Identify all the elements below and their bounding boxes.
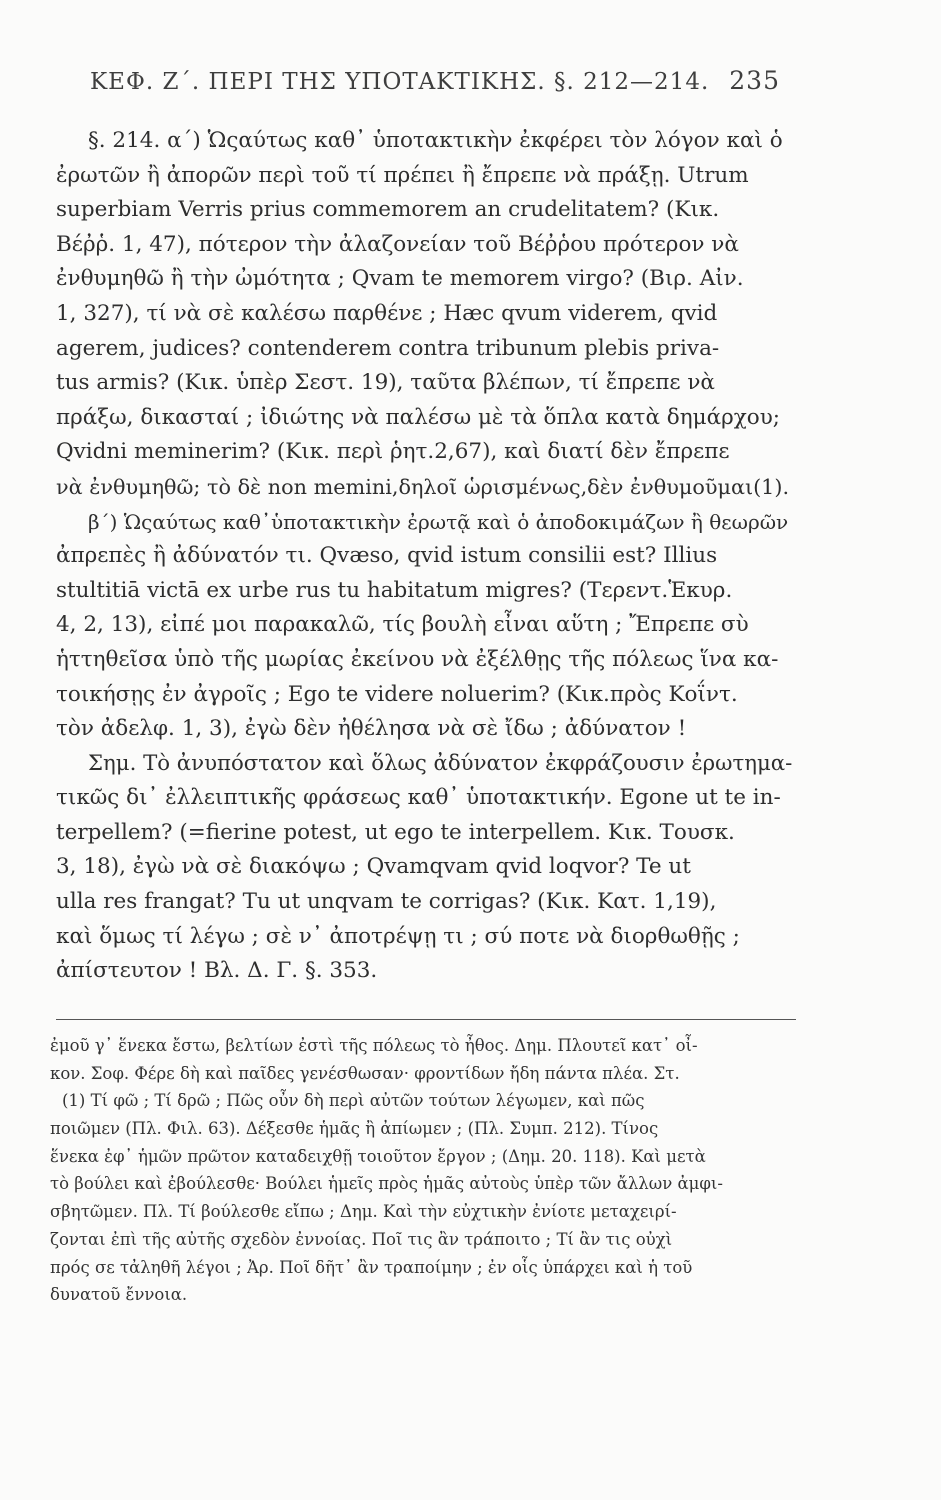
text-line: 1, 327), τί νὰ σὲ καλέσω παρθένε ; Hæc qvum viderem, qvid bbox=[56, 300, 718, 326]
footnote-line: ἕνεκα ἐφ᾽ ἡμῶν πρῶτον καταδειχθῇ τοιοῦτον ἔργον ; (Δημ. 20. 118). Καὶ μετὰ bbox=[50, 1146, 706, 1166]
text-line: τὸν ἀδελφ. 1, 3), ἐγὼ δὲν ἠθέλησα νὰ σὲ ἴδω ; ἀδύνατον ! bbox=[56, 716, 687, 742]
text-line: ulla res frangat? Tu ut unqvam te corrigas? (Κικ. Κατ. 1,19), bbox=[56, 889, 717, 915]
text-line: agerem, judices? contenderem contra tribunum plebis priva- bbox=[56, 335, 720, 361]
running-title: ΚΕΦ. Ζ΄. ΠΕΡΙ ΤΗΣ ΥΠΟΤΑΚΤΙΚΗΣ. §. 212—214. bbox=[90, 69, 710, 95]
main-text bbox=[56, 124, 796, 989]
text-line: Qvidni meminerim? (Κικ. περὶ ῥητ.2,67), καὶ διατί δὲν ἔπρεπε bbox=[56, 439, 730, 465]
footnotes bbox=[50, 1032, 802, 1309]
footnote-line: ἐμοῦ γ᾽ ἕνεκα ἔστω, βελτίων ἐστὶ τῆς πόλεως τὸ ἦθος. Δημ. Πλουτεῖ κατ᾽ οἶ- bbox=[50, 1036, 698, 1055]
footnote-line: (1) Τί φῶ ; Τί δρῶ ; Πῶς οὖν δὴ περὶ αὐτῶν τούτων λέγωμεν, καὶ πῶς bbox=[62, 1091, 645, 1111]
page-number: 235 bbox=[729, 66, 780, 95]
footnote-divider bbox=[56, 1019, 796, 1020]
text-line: ἀπρεπὲς ἢ ἀδύνατόν τι. Qvæso, qvid istum consilii est? Illius bbox=[56, 543, 718, 569]
text-line: ἡττηθεῖσα ὑπὸ τῆς μωρίας ἐκείνου νὰ ἐξέλθῃς τῆς πόλεως ἵνα κα- bbox=[56, 646, 779, 672]
text-line: 3, 18), ἐγὼ νὰ σὲ διακόψω ; Qvamqvam qvid loqvor? Te ut bbox=[56, 854, 691, 880]
text-line: β΄) Ὡςαύτως καθ᾽ὑποτακτικὴν ἐρωτᾷ καὶ ὁ ἀποδοκιμάζων ἢ θεωρῶν bbox=[88, 509, 789, 534]
text-line: stultitiā victā ex urbe rus tu habitatum migres? (Τερεντ.Ἑκυρ. bbox=[56, 577, 733, 603]
text-line: ἐνθυμηθῶ ἢ τὴν ὠμότητα ; Qvam te memorem virgo? (Βιρ. Αἰν. bbox=[56, 266, 744, 292]
text-line: ἀπίστευτον ! Βλ. Δ. Γ. §. 353. bbox=[56, 958, 378, 984]
footnote-line: ποιῶμεν (Πλ. Φιλ. 63). Δέξεσθε ἡμᾶς ἢ ἀπίωμεν ; (Πλ. Συμπ. 212). Τίνος bbox=[50, 1119, 659, 1139]
footnote-line: κον. Σοφ. Φέρε δὴ καὶ παῖδες γενέσθωσαν· φροντίδων ἤδη πάντα πλέα. Στ. bbox=[50, 1063, 680, 1083]
text-line: Σημ. Τὸ ἀνυπόστατον καὶ ὅλως ἀδύνατον ἐκφράζουσιν ἐρωτημα- bbox=[88, 750, 793, 776]
footnote-line: πρός σε τἀληθῆ λέγοι ; Ἀρ. Ποῖ δῆτ᾽ ἂν τραποίμην ; ἐν οἷς ὑπάρχει καὶ ἡ τοῦ bbox=[50, 1257, 693, 1277]
text-line: tus armis? (Κικ. ὑπὲρ Σεστ. 19), ταῦτα βλέπων, τί ἔπρεπε νὰ bbox=[56, 370, 715, 396]
running-header bbox=[90, 66, 780, 95]
text-line: τικῶς δι᾽ ἐλλειπτικῆς φράσεως καθ᾽ ὑποτακτικήν. Egone ut te in- bbox=[56, 785, 781, 811]
text-line: νὰ ἐνθυμηθῶ; τὸ δὲ non memini,δηλοῖ ὡρισμένως,δὲν ἐνθυμοῦμαι(1). bbox=[56, 474, 790, 499]
text-line: πράξω, δικασταί ; ἰδιώτης νὰ παλέσω μὲ τὰ ὅπλα κατὰ δημάρχου; bbox=[56, 404, 781, 430]
text-line: τοικήσῃς ἐν ἀγροῖς ; Ego te videre noluerim? (Κικ.πρὸς Κοΐντ. bbox=[56, 681, 738, 707]
footnote-line: τὸ βούλει καὶ ἐβούλεσθε· Βούλει ἡμεῖς πρὸς ἡμᾶς αὐτοὺς ὑπὲρ τῶν ἄλλων ἀμφι- bbox=[50, 1174, 723, 1194]
footnote-line: ζονται ἐπὶ τῆς αὐτῆς σχεδὸν ἐννοίας. Ποῖ τις ἂν τράποιτο ; Τί ἂν τις οὐχὶ bbox=[50, 1229, 673, 1249]
footnote-line: σβητῶμεν. Πλ. Τί βούλεσθε εἴπω ; Δημ. Καὶ τὴν εὐχτικὴν ἐνίοτε μεταχειρί- bbox=[50, 1202, 677, 1222]
text-line: §. 214. α΄) Ὡςαύτως καθ᾽ ὑποτακτικὴν ἐκφέρει τὸν λόγον καὶ ὁ bbox=[88, 128, 783, 153]
footnote-line: δυνατοῦ ἔννοια. bbox=[50, 1285, 188, 1305]
text-line: ἐρωτῶν ἢ ἀπορῶν περὶ τοῦ τί πρέπει ἢ ἔπρεπε νὰ πράξῃ. Utrum bbox=[56, 162, 749, 188]
text-line: superbiam Verris prius commemorem an crudelitatem? (Κικ. bbox=[56, 197, 720, 223]
text-line: Βέῤῥ. 1, 47), πότερον τὴν ἀλαζονείαν τοῦ Βέῤῥου πρότερον νὰ bbox=[56, 231, 739, 257]
text-line: καὶ ὅμως τί λέγω ; σὲ ν᾽ ἀποτρέψῃ τι ; σύ ποτε νὰ διορθωθῇς ; bbox=[56, 923, 740, 949]
text-line: terpellem? (=fierine potest, ut ego te interpellem. Κικ. Τουσκ. bbox=[56, 819, 735, 845]
text-line: 4, 2, 13), εἰπέ μοι παρακαλῶ, τίς βουλὴ εἶναι αὕτη ; Ἔπρεπε σὺ bbox=[56, 612, 749, 638]
